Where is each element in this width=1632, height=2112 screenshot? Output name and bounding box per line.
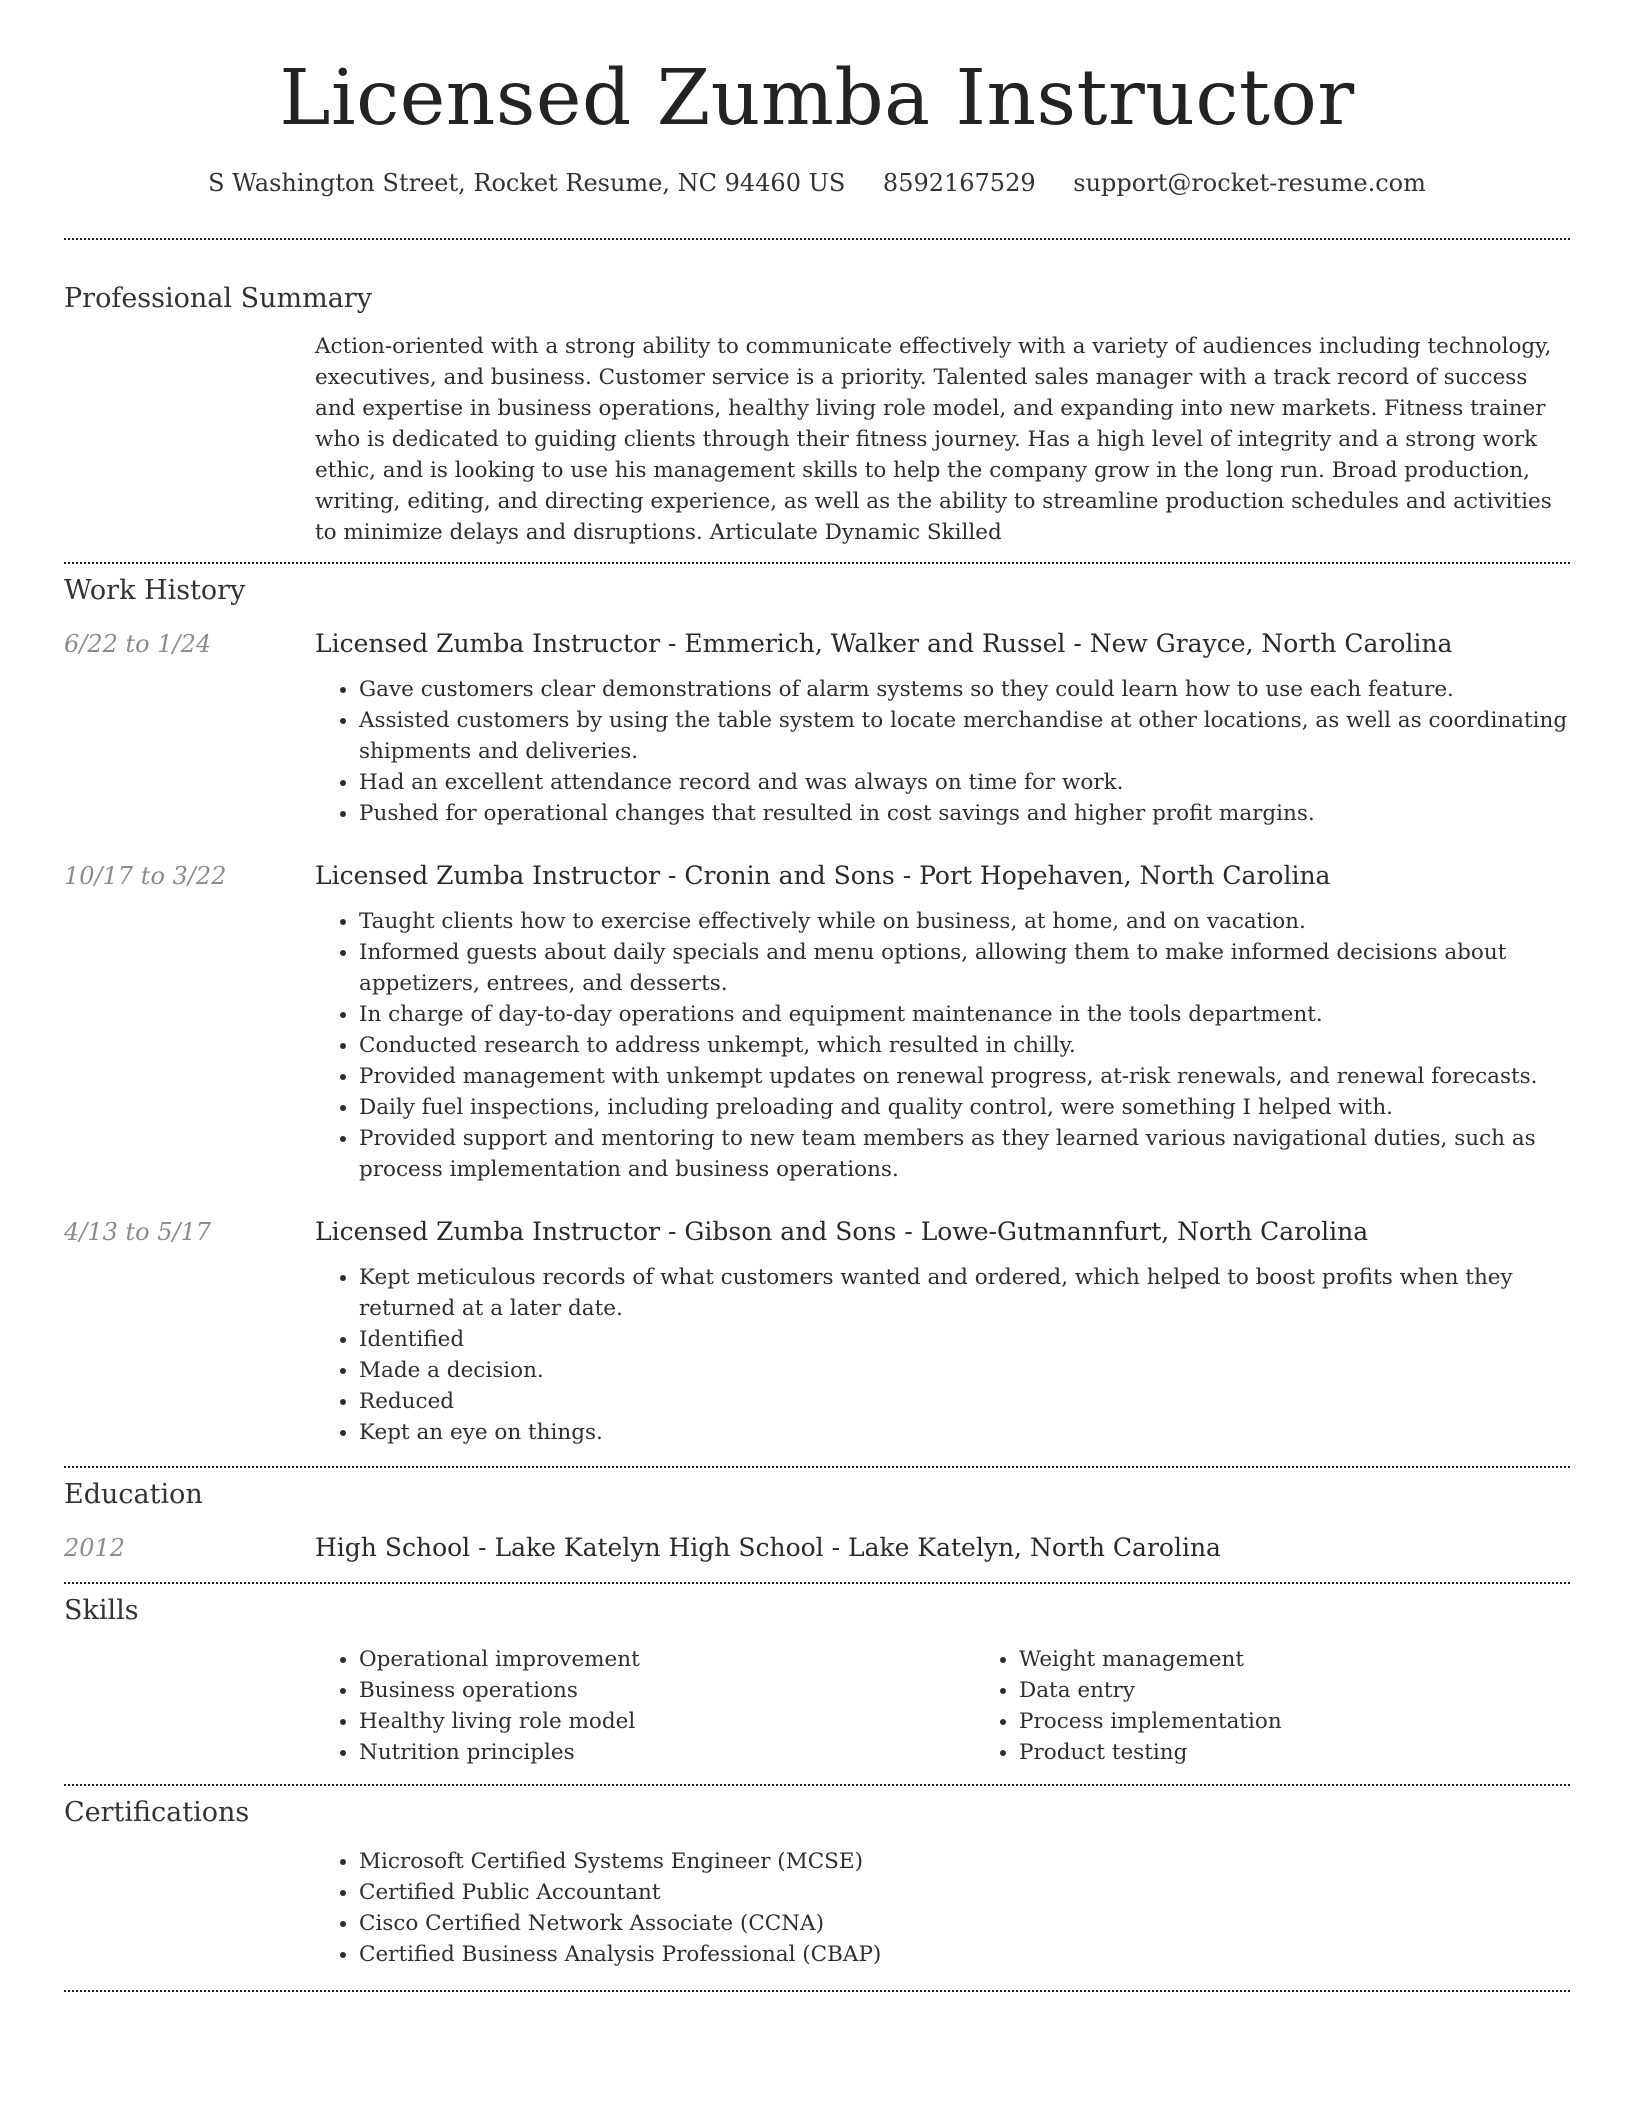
job-dates: 6/22 to 1/24 (64, 630, 212, 658)
job-details: - Emmerich, Walker and Russel - New Grayce, North Carolina (660, 629, 1453, 658)
job-bullets-container (315, 674, 1570, 829)
skills-section-title: Skills (64, 1595, 139, 1626)
list-item: • Weight management (1019, 1644, 1632, 1675)
list-item: • Product testing (1019, 1737, 1632, 1768)
education-entry: High School - Lake Katelyn High School - Lake Katelyn, North Carolina (315, 1533, 1221, 1562)
list-item: • Data entry (1019, 1675, 1632, 1706)
list-item: • Pushed for operational changes that resulted in cost savings and higher profit margins. (359, 798, 1570, 829)
certifications-container (315, 1846, 1570, 1970)
contact-address: S Washington Street, Rocket Resume, NC 94460 US (208, 169, 846, 197)
section-divider (64, 1990, 1570, 1992)
certifications-section-title: Certifications (64, 1797, 250, 1828)
job-dates: 10/17 to 3/22 (64, 862, 227, 890)
list-item: • Microsoft Certified Systems Engineer (MCSE) (359, 1846, 1570, 1877)
job-header (64, 628, 1570, 660)
list-item: • Kept meticulous records of what customers wanted and ordered, which helped to boost profits when they returned at a later date. (359, 1262, 1570, 1324)
list-item: • Operational improvement (359, 1644, 975, 1675)
summary-row (64, 331, 1570, 548)
resume-name: Licensed Zumba Instructor (279, 54, 1355, 143)
section-divider (64, 1582, 1570, 1584)
job-header (64, 1216, 1570, 1248)
list-item: • Healthy living role model (359, 1706, 975, 1737)
job-position: Licensed Zumba Instructor (315, 629, 661, 658)
list-item: • Assisted customers by using the table system to locate merchandise at other locations, as well as coordinating shipments and deliveries. (359, 705, 1570, 767)
list-item: • Business operations (359, 1675, 975, 1706)
job-bullets (315, 1262, 1570, 1448)
education-year: 2012 (64, 1534, 126, 1562)
list-item: • Informed guests about daily specials and menu options, allowing them to make informed decisions about appetizers, entrees, and desserts. (359, 937, 1570, 999)
list-item: • Process implementation (1019, 1706, 1632, 1737)
job-bullets-row (64, 1262, 1570, 1448)
education-section-title: Education (64, 1479, 203, 1510)
job-header (64, 860, 1570, 892)
list-item: • Certified Business Analysis Professional (CBAP) (359, 1939, 1570, 1970)
job-dates: 4/13 to 5/17 (64, 1218, 212, 1246)
job-details: - Cronin and Sons - Port Hopehaven, North Carolina (660, 861, 1331, 890)
list-item: • Cisco Certified Network Associate (CCNA) (359, 1908, 1570, 1939)
skills-list-right (975, 1644, 1632, 1768)
job-bullets-row (64, 674, 1570, 829)
job-bullets (315, 906, 1570, 1185)
section-divider (64, 562, 1570, 564)
job-position: Licensed Zumba Instructor (315, 861, 661, 890)
job-position: Licensed Zumba Instructor (315, 1217, 661, 1246)
list-item: • Had an excellent attendance record and was always on time for work. (359, 767, 1570, 798)
skills-list-left (315, 1644, 975, 1768)
job-title-line (315, 860, 1570, 892)
job-details: - Gibson and Sons - Lowe-Gutmannfurt, North Carolina (660, 1217, 1369, 1246)
job-title-line (315, 628, 1570, 660)
summary-text: Action-oriented with a strong ability to communicate effectively with a variety of audiences including technology, executives, and business. Customer service is a priority. Talented sales manager with a track record of success and expertise in business operations, healthy living role model, and expanding into new markets. Fitness trainer who is dedicated to guiding clients through their fitness journey. Has a high level of integrity and a strong work ethic, and is looking to use his management skills to help the company grow in the long run. Broad production, writing, editing, and directing experience, as well as the ability to streamline production schedules and activities to minimize delays and disruptions. Articulate Dynamic Skilled (315, 334, 1552, 545)
list-item: • Certified Public Accountant (359, 1877, 1570, 1908)
job-bullets (315, 674, 1570, 829)
skills-grid (315, 1644, 1632, 1768)
job-bullets-row (64, 906, 1570, 1185)
contact-phone: 8592167529 (882, 169, 1036, 197)
job-bullets-container (315, 1262, 1570, 1448)
contact-line (64, 168, 1570, 198)
certifications-row (64, 1846, 1570, 1970)
job-bullets-container (315, 906, 1570, 1185)
education-row (64, 1532, 1570, 1564)
list-item: • In charge of day-to-day operations and equipment maintenance in the tools department. (359, 999, 1570, 1030)
contact-email: support@rocket-resume.com (1073, 169, 1426, 197)
section-divider (64, 1784, 1570, 1786)
certifications-list (315, 1846, 1570, 1970)
section-divider (64, 238, 1570, 240)
list-item: • Made a decision. (359, 1355, 1570, 1386)
resume-page (64, 0, 1570, 1992)
list-item: • Gave customers clear demonstrations of alarm systems so they could learn how to use each feature. (359, 674, 1570, 705)
list-item: • Nutrition principles (359, 1737, 975, 1768)
list-item: • Kept an eye on things. (359, 1417, 1570, 1448)
skills-row (64, 1644, 1570, 1768)
list-item: • Reduced (359, 1386, 1570, 1417)
list-item: • Taught clients how to exercise effectively while on business, at home, and on vacation. (359, 906, 1570, 937)
list-item: • Conducted research to address unkempt, which resulted in chilly. (359, 1030, 1570, 1061)
list-item: • Provided management with unkempt updates on renewal progress, at-risk renewals, and renewal forecasts. (359, 1061, 1570, 1092)
work-section-title: Work History (64, 575, 246, 606)
section-divider (64, 1466, 1570, 1468)
list-item: • Provided support and mentoring to new team members as they learned various navigational duties, such as process implementation and business operations. (359, 1123, 1570, 1185)
list-item: • Daily fuel inspections, including preloading and quality control, were something I helped with. (359, 1092, 1570, 1123)
list-item: • Identified (359, 1324, 1570, 1355)
job-title-line (315, 1216, 1570, 1248)
summary-section-title: Professional Summary (64, 283, 372, 314)
